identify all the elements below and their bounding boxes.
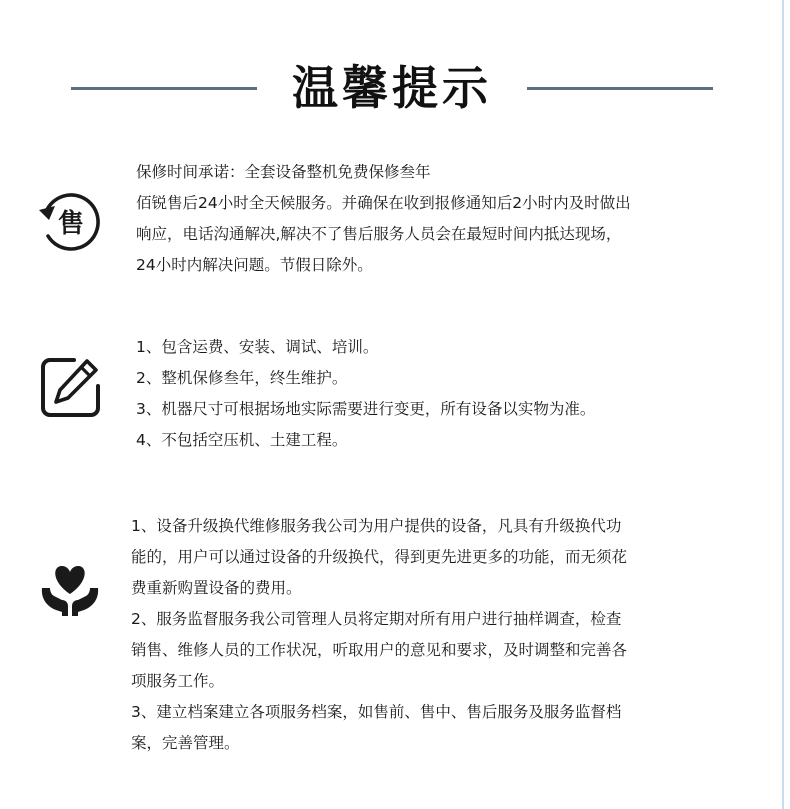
- warranty-line: 响应，电话沟通解决,解决不了售后服务人员会在最短时间内抵达现场，: [136, 225, 622, 243]
- service-line: 项服务工作。: [131, 672, 225, 690]
- scope-line: 1、包含运费、安装、调试、培训。: [136, 338, 379, 356]
- scope-section: [136, 332, 736, 456]
- service-line: 销售、维修人员的工作状况，听取用户的意见和要求，及时调整和完善各: [131, 641, 628, 659]
- service-line: 能的，用户可以通过设备的升级换代，得到更先进更多的功能，而无须花: [131, 548, 628, 566]
- edit-icon: [40, 356, 102, 418]
- scope-line: 4、不包括空压机、土建工程。: [136, 431, 348, 449]
- after-sales-icon: [38, 190, 102, 254]
- service-section: [131, 511, 751, 759]
- service-line: 案，完善管理。: [131, 734, 240, 752]
- warranty-line: 佰锐售后24小时全天候服务。并确保在收到报修通知后2小时内及时做出: [136, 194, 631, 212]
- title-rule-right: [527, 87, 713, 90]
- warranty-section: [136, 157, 736, 281]
- service-line: 费重新购置设备的费用。: [131, 579, 302, 597]
- scope-line: 2、整机保修叁年，终生维护。: [136, 369, 348, 387]
- warranty-line: 保修时间承诺：全套设备整机免费保修叁年: [136, 163, 431, 181]
- care-hands-heart-icon: [38, 558, 102, 620]
- title-section: [0, 56, 790, 120]
- right-edge-line: [782, 0, 784, 809]
- service-line: 1、设备升级换代维修服务我公司为用户提供的设备，凡具有升级换代功: [131, 517, 622, 535]
- after-sales-icon-glyph: 售: [57, 209, 85, 239]
- service-line: 2、服务监督服务我公司管理人员将定期对所有用户进行抽样调查，检查: [131, 610, 622, 628]
- service-line: 3、建立档案建立各项服务档案，如售前、售中、售后服务及服务监督档: [131, 703, 622, 721]
- title-rule-left: [71, 87, 257, 90]
- scope-line: 3、机器尺寸可根据场地实际需要进行变更，所有设备以实物为准。: [136, 400, 596, 418]
- warranty-line: 24小时内解决问题。节假日除外。: [136, 256, 373, 274]
- page-title: 温馨提示: [292, 61, 492, 115]
